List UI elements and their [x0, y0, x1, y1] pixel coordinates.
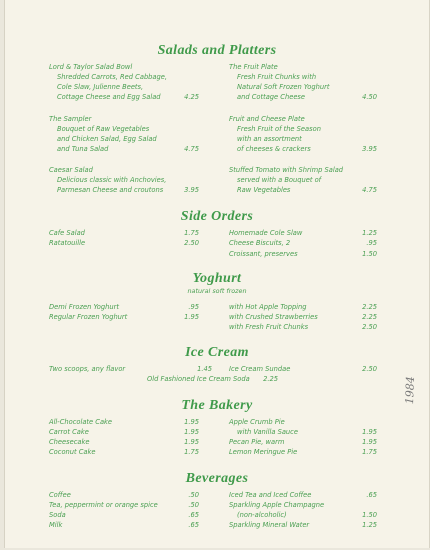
menu-item-desc: Parmesan Cheese and croutons — [57, 186, 164, 194]
menu-item-desc: served with a Bouquet of — [237, 176, 322, 184]
menu-item-desc: Shredded Carrots, Red Cabbage, — [57, 73, 168, 81]
menu-item-price: 1.95 — [184, 313, 199, 321]
menu-item-price: 1.25 — [362, 229, 377, 237]
menu-item-name: Coconut Cake — [49, 448, 96, 456]
menu-item-name: Sparkling Apple Champagne — [229, 501, 325, 509]
menu-item-price: 1.95 — [362, 428, 377, 436]
menu-item-desc: Cole Slaw, Julienne Beets, — [57, 83, 144, 91]
menu-item-desc: Cottage Cheese and Egg Salad — [57, 93, 161, 101]
menu-item-price: .50 — [188, 501, 199, 509]
menu-item-price: 2.50 — [184, 239, 199, 247]
menu-item-name: Homemade Cole Slaw — [229, 229, 303, 237]
section-title-beverages: Beverages — [185, 471, 249, 486]
menu-item-price: 1.25 — [362, 521, 377, 529]
menu-item-desc: Delicious classic with Anchovies, — [57, 176, 167, 184]
menu-item-price: 2.50 — [362, 323, 377, 331]
menu-item-name: Lemon Meringue Pie — [229, 448, 298, 456]
menu-item-name: Old Fashioned Ice Cream Soda — [147, 375, 250, 383]
section-subtitle: natural soft frozen — [187, 287, 247, 295]
menu-item-price: 3.95 — [362, 145, 377, 153]
menu-item-price: .65 — [188, 521, 199, 529]
menu-item-price: 1.45 — [197, 365, 212, 373]
menu-item-price: 2.25 — [362, 303, 377, 311]
menu-item-desc: of cheeses & crackers — [237, 145, 311, 153]
menu-item-price: 3.95 — [184, 186, 199, 194]
menu-item-price: 4.50 — [362, 93, 377, 101]
menu-item-price: 1.95 — [184, 418, 199, 426]
menu-item-name: Sparkling Mineral Water — [229, 521, 310, 529]
menu-item-name: with Fresh Fruit Chunks — [229, 323, 309, 331]
menu-item-name: (non-alcoholic) — [237, 511, 287, 519]
menu-item-name: Soda — [49, 511, 66, 519]
menu-item-desc: Raw Vegetables — [237, 186, 291, 194]
menu-item-price: .65 — [366, 491, 377, 499]
menu-item-name: The Fruit Plate — [229, 63, 278, 71]
menu-item-name: Ice Cream Sundae — [229, 365, 291, 373]
handwritten-year: 1984 — [403, 376, 417, 405]
menu-item-desc: Natural Soft Frozen Yoghurt — [237, 83, 330, 91]
menu-item-name: with Hot Apple Topping — [229, 303, 307, 311]
menu-item-name: Ratatouille — [49, 239, 86, 247]
menu-item-name: The Sampler — [49, 115, 92, 123]
menu-item-name: Stuffed Tomato with Shrimp Salad — [229, 166, 344, 174]
menu-item-price: 1.75 — [362, 448, 377, 456]
menu-item-name: Apple Crumb Pie — [229, 418, 285, 426]
menu-item-name: Carrot Cake — [49, 428, 89, 436]
menu-item-price: 2.25 — [263, 375, 278, 383]
menu-item-desc: with an assortment — [237, 135, 302, 143]
menu-item-name: Cafe Salad — [49, 229, 85, 237]
menu-item-name: with Crushed Strawberries — [229, 313, 318, 321]
menu-item-price: 2.50 — [362, 365, 377, 373]
menu-item-price: 1.75 — [184, 229, 199, 237]
menu-item-name: with Vanilla Sauce — [237, 428, 298, 436]
menu-item-price: 4.75 — [362, 186, 377, 194]
menu-item-price: .95 — [188, 303, 199, 311]
menu-item-name: Milk — [49, 521, 63, 529]
menu-item-name: Croissant, preserves — [229, 250, 298, 258]
menu-item-name: Coffee — [49, 491, 71, 499]
menu-page — [4, 0, 429, 548]
section-title-yoghurt: Yoghurt — [192, 271, 242, 286]
section-title-side-orders: Side Orders — [180, 209, 254, 224]
menu-item-name: Regular Frozen Yoghurt — [49, 313, 128, 321]
menu-item-price: .65 — [188, 511, 199, 519]
section-title-salads: Salads and Platters — [157, 43, 277, 58]
menu-item-price: 4.25 — [184, 93, 199, 101]
menu-item-name: Pecan Pie, warm — [229, 438, 285, 446]
menu-item-price: 1.50 — [362, 250, 377, 258]
section-title-ice-cream: Ice Cream — [185, 345, 249, 360]
menu-item-price: 4.75 — [184, 145, 199, 153]
menu-item-name: Demi Frozen Yoghurt — [49, 303, 119, 311]
menu-item-desc: Fresh Fruit Chunks with — [237, 73, 317, 81]
menu-item-name: Caesar Salad — [49, 166, 93, 174]
menu-item-price: 1.95 — [362, 438, 377, 446]
menu-item-name: Fruit and Cheese Plate — [229, 115, 305, 123]
menu-item-price: 1.95 — [184, 428, 199, 436]
menu-item-name: Cheesecake — [49, 438, 90, 446]
menu-item-desc: and Cottage Cheese — [237, 93, 306, 101]
menu-item-desc: and Chicken Salad, Egg Salad — [57, 135, 157, 143]
menu-item-desc: and Tuna Salad — [57, 145, 109, 153]
menu-item-price: .95 — [366, 239, 377, 247]
menu-item-name: Tea, peppermint or orange spice — [49, 501, 158, 509]
menu-item-price: 1.50 — [362, 511, 377, 519]
menu-item-price: 1.95 — [184, 438, 199, 446]
menu-item-price: 2.25 — [362, 313, 377, 321]
menu-item-name: Cheese Biscuits, 2 — [229, 239, 291, 247]
menu-item-name: Two scoops, any flavor — [49, 365, 126, 373]
menu-item-name: Iced Tea and Iced Coffee — [229, 491, 312, 499]
menu-item-desc: Fresh Fruit of the Season — [237, 125, 321, 133]
menu-item-desc: Bouquet of Raw Vegetables — [57, 125, 150, 133]
menu-item-price: .50 — [188, 491, 199, 499]
menu-item-price: 1.75 — [184, 448, 199, 456]
menu-item-name: All-Chocolate Cake — [49, 418, 113, 426]
menu-item-name: Lord & Taylor Salad Bowl — [49, 63, 133, 71]
section-title-bakery: The Bakery — [181, 398, 253, 413]
